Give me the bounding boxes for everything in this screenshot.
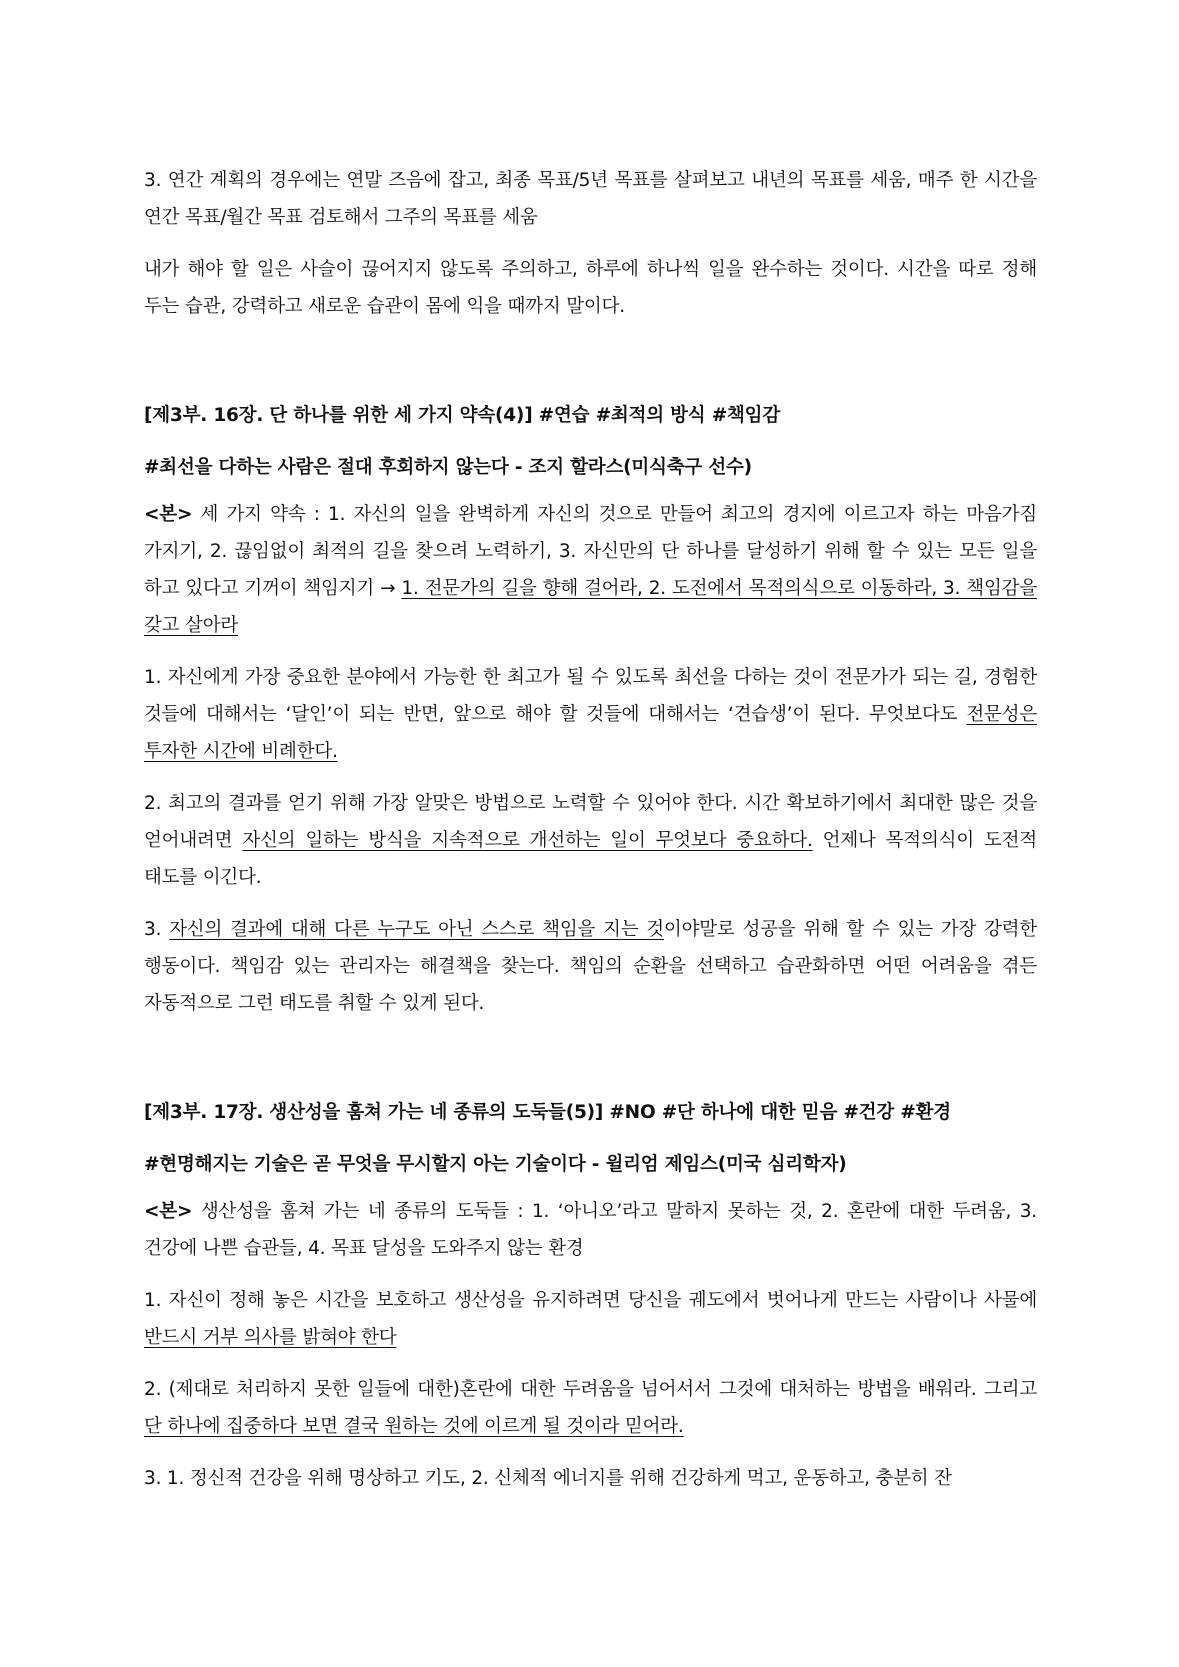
chapter16-summary [144, 496, 1037, 644]
point-text: 언제나 목적의식이 도전적 태도를 이긴다. [144, 830, 1037, 888]
paragraph-annual-plan: 3. 연간 계획의 경우에는 연말 즈음에 잡고, 최종 목표/5년 목표를 살펴보고 내년의 목표를 세움, 매주 한 시간을 연간 목표/월간 목표 검토해서 그주의 목표를 세움 [144, 170, 1037, 228]
paragraph-habit: 내가 해야 할 일은 사슬이 끊어지지 않도록 주의하고, 하루에 하나씩 일을 완수하는 것이다. 시간을 따로 정해 두는 습관, 강력하고 새로운 습관이 몸에 익을 때까지 말이다. [144, 259, 1037, 317]
point-text: 1. 자신에게 가장 중요한 분야에서 가능한 한 최고가 될 수 있도록 최선을 다하는 것이 전문가가 되는 길, 경험한 것들에 대해서는 ‘달인’이 되는 반면, 앞으로 해야 할 것들에 대해서는 ‘견습생’이 된다. 무엇보다도 [144, 667, 1037, 725]
chapter16-point-1 [144, 659, 1037, 770]
chapter17-point-1 [144, 1282, 1037, 1356]
point-text: 2. 최고의 결과를 얻기 위해 가장 알맞은 방법으로 노력할 수 있어야 한다. 시간 확보하기에서 최대한 많은 것을 얻어내려면 [144, 793, 1037, 851]
bon-label: <본> [144, 504, 193, 525]
chapter17-point-2 [144, 1371, 1037, 1445]
document-page [144, 162, 1037, 1497]
chapter16-point-2 [144, 785, 1037, 896]
point-underlined: 자신의 결과에 대해 다른 누구도 아닌 스스로 책임을 지는 것 [169, 919, 664, 940]
point-underlined: 자신의 일하는 방식을 지속적으로 개선하는 일이 무엇보다 중요하다. [242, 830, 813, 851]
chapter17-point-3: 3. 1. 정신적 건강을 위해 명상하고 기도, 2. 신체적 에너지를 위해 건강하게 먹고, 운동하고, 충분히 잔 [144, 1468, 952, 1489]
point-text: 3. [144, 919, 170, 940]
summary-underlined: 1. 전문가의 길을 향해 걸어라, 2. 도전에서 목적의식으로 이동하라, 3. 책임감을 갖고 살아라 [144, 578, 1037, 636]
chapter17-quote: #현명해지는 기술은 곧 무엇을 무시할지 아는 기술이다 - 윌리엄 제임스(미국 심리학자) [144, 1154, 847, 1175]
chapter16-point-3 [144, 911, 1037, 1022]
point-underlined: 전문성은 투자한 시간에 비례한다. [144, 704, 1037, 762]
chapter16-heading: [제3부. 16장. 단 하나를 위한 세 가지 약속(4)] #연습 #최적의 방식 #책임감 [144, 405, 781, 426]
bon-label: <본> [144, 1201, 193, 1222]
chapter16-quote: #최선을 다하는 사람은 절대 후회하지 않는다 - 조지 할라스(미식축구 선수) [144, 457, 752, 478]
summary-text: 생산성을 훔쳐 가는 네 종류의 도둑들 : 1. ‘아니오’라고 말하지 못하는 것, 2. 혼란에 대한 두려움, 3. 건강에 나쁜 습관들, 4. 목표 달성을 도와주지 않는 환경 [144, 1201, 1037, 1259]
point-text: 이야말로 성공을 위해 할 수 있는 가장 강력한 행동이다. 책임감 있는 관리자는 해결책을 찾는다. 책임의 순환을 선택하고 습관화하면 어떤 어려움을 겪든 자동적으로 그런 태도를 취할 수 있게 된다. [144, 919, 1037, 1014]
chapter17-summary [144, 1193, 1037, 1267]
point-text: 1. 자신이 정해 놓은 시간을 보호하고 생산성을 유지하려면 당신을 궤도에서 벗어나게 만드는 사람이나 사물에 [144, 1290, 1037, 1311]
summary-text: 세 가지 약속 : 1. 자신의 일을 완벽하게 자신의 것으로 만들어 최고의 경지에 이르고자 하는 마음가짐 가지기, 2. 끊임없이 최적의 길을 찾으려 노력하기, 3. 자신만의 단 하나를 달성하기 위해 할 수 있는 모든 일을 하고 있다고 기꺼이 책임지기 → [144, 504, 1037, 599]
point-text: 2. (제대로 처리하지 못한 일들에 대한)혼란에 대한 두려움을 넘어서서 그것에 대처하는 방법을 배워라. 그리고 [144, 1379, 1037, 1400]
point-underlined: 반드시 거부 의사를 밝혀야 한다 [144, 1327, 397, 1348]
point-underlined: 단 하나에 집중하다 보면 결국 원하는 것에 이르게 될 것이라 믿어라. [144, 1416, 684, 1437]
chapter17-heading: [제3부. 17장. 생산성을 훔쳐 가는 네 종류의 도둑들(5)] #NO #단 하나에 대한 믿음 #건강 #환경 [144, 1102, 951, 1123]
